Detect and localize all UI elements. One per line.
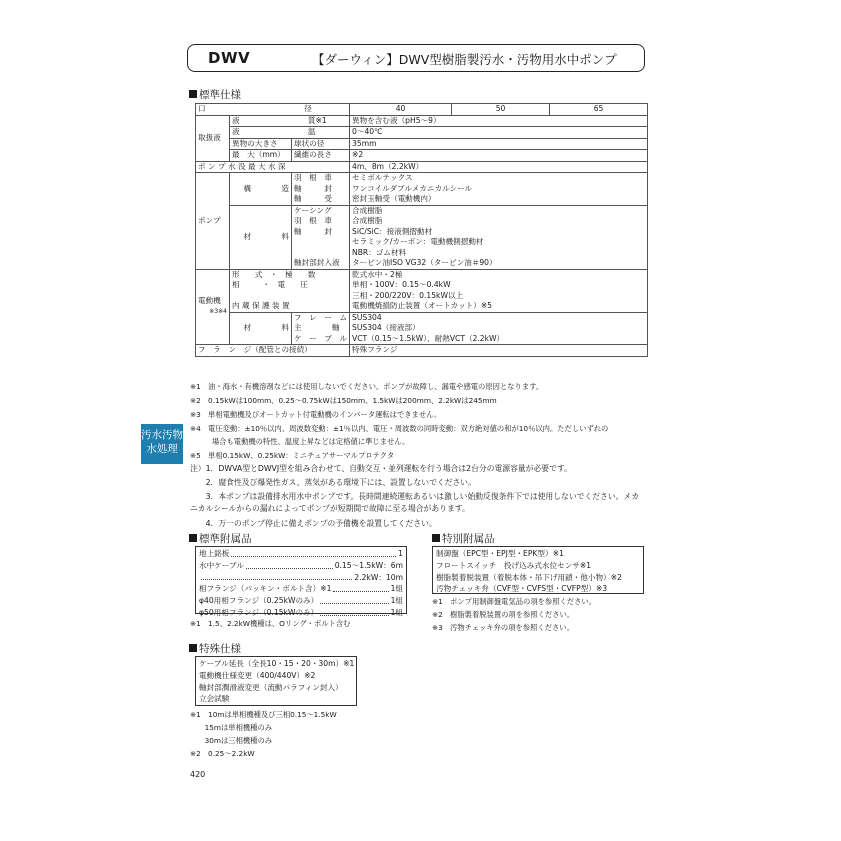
flange-label: フ ラ ン ジ（配管との接続） <box>196 345 350 357</box>
list-item: VCT（0.15～1.5kW）、耐熱VCT（2.2kW） <box>352 333 505 343</box>
sphere-label: 球状の径 <box>292 138 350 150</box>
list-item: 相フランジ（パッキン・ボルト含）※1 1組 <box>199 584 403 594</box>
list-item: 軸 封 <box>294 183 332 193</box>
square-bullet-icon <box>189 534 197 542</box>
motor-group-cell <box>196 269 230 345</box>
motor-material-label: 材 料 <box>230 312 292 345</box>
motor-values <box>350 269 648 312</box>
footnote: ※4 電圧変動：±10％以内、周波数変動：±1％以内、電圧・周波数の同時変動：双方絶対値の和が10％以内。ただしいずれの <box>190 424 609 433</box>
structure-keys <box>292 173 350 206</box>
material-values <box>350 205 648 269</box>
flange-value: 特殊フランジ <box>350 345 648 357</box>
list-item: 軸 受 <box>294 194 332 203</box>
section-heading-standard <box>189 87 241 102</box>
list-item: フ レ ー ム <box>294 312 348 322</box>
footnote: 場合も電動機の特性、温度上昇などは定格値に準じません。 <box>190 437 410 446</box>
std-accessory-box <box>195 546 407 617</box>
table-row <box>196 312 648 345</box>
list-item <box>294 237 347 248</box>
list-item <box>294 248 347 259</box>
list-item: 相 ・ 電 圧 <box>232 280 308 289</box>
list-item: 制御盤（EPC型・EPJ型・EPK型）※1 <box>436 549 564 558</box>
list-item: 軸封部潤滑液変更（流動パラフィン封入） <box>199 682 343 692</box>
page-title: 【ダーウィン】DWV型樹脂製汚水・汚物用水中ポンプ <box>312 52 617 67</box>
caution-note: 3．本ポンプは設備排水用水中ポンプです。長時間連続運転あるいは激しい始動反復条件下では使用しないでください。メカニカルシールからの漏れによってポンプが短期間で故障に至る場合があります。 <box>190 492 639 513</box>
square-bullet-icon <box>189 644 197 652</box>
table-row <box>196 115 648 127</box>
list-item: 軸封部封入液 <box>294 258 340 267</box>
section-label: 標準附属品 <box>199 533 252 545</box>
table-row <box>196 269 648 312</box>
caution-note: 4．万一のポンプ停止に備えポンプの予備機を設置してください。 <box>190 519 437 528</box>
footnote: 30mは三相機種のみ <box>190 736 273 745</box>
diameter-50: 50 <box>452 104 550 116</box>
square-bullet-icon <box>432 534 440 542</box>
motor-group-note: ※3※4 <box>209 307 227 315</box>
category-tag-line: 汚水汚物 <box>141 429 183 441</box>
motor-material-keys <box>292 312 350 345</box>
category-tag <box>141 424 183 464</box>
footnote: 15mは単相機種のみ <box>190 723 273 732</box>
square-bullet-icon <box>189 90 197 98</box>
list-item: ワンコイルダブルメカニカルシール <box>352 183 473 193</box>
diameter-label: 口 径 <box>196 104 350 116</box>
list-item: φ50用相フランジ（0.15kWのみ） 1組 <box>199 607 403 617</box>
section-heading-special <box>189 641 241 656</box>
list-item: 電動機仕様変更（400/440V）※2 <box>199 670 316 680</box>
section-heading-std-acc <box>189 531 252 546</box>
size-label: 異物の大きさ <box>230 138 292 150</box>
footnote: ※1 1.5、2.2kW機種は、Oリング・ボルト含む <box>190 619 351 628</box>
motor-keys <box>230 269 350 312</box>
table-row <box>196 345 648 357</box>
footnote: ※2 0.15kWは100mm、0.25～0.75kWは150mm、1.5kWは200mm、2.2kWは245mm <box>190 396 497 405</box>
depth-label: ポ ン プ 水 没 最 大 水 深 <box>196 161 350 173</box>
footnote: ※3 単相電動機及びオートカット付電動機のインバータ運転はできません。 <box>190 410 442 419</box>
list-item: 2.2kW：10m <box>199 572 403 584</box>
list-item: SUS304 <box>352 312 382 322</box>
footnote: ※1 10mは単相機種及び三相0.15～1.5kW <box>190 710 337 719</box>
list-item: ケーシング <box>294 205 332 215</box>
list-item: 汚物チェッキ弁（CVF型・CVFS型・CVFP型）※3 <box>436 584 608 594</box>
list-item: 地上銘板 1 <box>199 549 403 558</box>
structure-values <box>350 173 648 206</box>
list-item: 三相・200/220V：0.15kW以上 <box>352 290 464 300</box>
section-heading-special-acc <box>432 531 495 546</box>
list-item: 内 蔵 保 護 装 置 <box>232 301 290 310</box>
caution-note: 注）1．DWVA型とDWVJ型を組み合わせて、自動交互・並列運転を行う場合は2台分の電源容量が必要です。 <box>190 464 572 473</box>
table-row <box>196 138 648 150</box>
list-item: 立会試験 <box>199 694 230 704</box>
list-item: タービン油ISO VG32（タービン油＃90） <box>352 258 497 267</box>
list-item: 合成樹脂 <box>352 216 383 225</box>
motor-group-label: 電動機 <box>198 296 221 306</box>
list-item: SiC/SiC：接液側摺動材 <box>352 226 433 236</box>
list-item: 形 式 ・ 極 数 <box>232 269 316 279</box>
list-item: 密封玉軸受（電動機内） <box>352 194 436 203</box>
fiber-label: 繊維の長さ <box>292 150 350 162</box>
list-item: 羽 根 車 <box>294 173 332 182</box>
special-spec-box <box>195 656 357 706</box>
list-item: 合成樹脂 <box>352 205 383 215</box>
liquid-group-label: 取扱液 <box>196 115 230 161</box>
fiber-value: ※2 <box>350 150 648 162</box>
table-row <box>196 127 648 139</box>
material-keys <box>292 205 350 269</box>
list-item: セミボルテックス <box>352 173 413 182</box>
table-row <box>196 150 648 162</box>
list-item: 軸 封 <box>294 226 332 236</box>
section-label: 特殊仕様 <box>199 643 241 655</box>
footnote: ※1 油・海水・有機溶剤などには使用しないでください。ポンプが故障し、漏電や感電の原因となります。 <box>190 382 544 391</box>
spec-table <box>195 103 648 357</box>
list-item: 電動機焼損防止装置（オートカット）※5 <box>352 301 493 310</box>
list-item: SUS304（接液部） <box>352 323 420 332</box>
list-item <box>232 291 347 302</box>
material-label: 材 料 <box>230 205 292 269</box>
liquid-temp-label: 液 温 <box>230 127 350 139</box>
list-item: ケーブル延長（全長10・15・20・30m）※1 <box>199 659 355 668</box>
list-item: 水中ケーブル 0.15～1.5kW：6m <box>199 560 403 570</box>
liquid-temp-value: 0～40℃ <box>350 127 648 139</box>
table-row <box>196 173 648 206</box>
list-item: ケ ー ブ ル <box>294 333 348 343</box>
footnote: ※5 単相0.15kW、0.25kW：ミニチュアサーマルプロテクタ <box>190 451 395 460</box>
table-row <box>196 161 648 173</box>
list-item: フロートスイッチ 投げ込み式水位センサ※1 <box>436 560 592 570</box>
table-row <box>196 104 648 116</box>
liquid-quality-value: 異物を含む液（pH5～9） <box>350 115 648 127</box>
model-code: DWV <box>208 49 251 67</box>
section-label: 標準仕様 <box>199 89 241 101</box>
sphere-value: 35mm <box>350 138 648 150</box>
category-tag-line: 水処理 <box>146 443 178 455</box>
page-number: 420 <box>190 770 206 779</box>
list-item: 樹脂製着脱装置（着脱本体・吊下げ用鎖・他小物）※2 <box>436 572 622 582</box>
list-item: セラミック/カーボン：電動機側摺動材 <box>352 237 484 246</box>
list-item: φ40用相フランジ（0.25kWのみ） 1組 <box>199 596 403 606</box>
size-max-label: 最 大（mm） <box>230 150 292 162</box>
section-label: 特別附属品 <box>442 533 495 545</box>
footnote: ※2 0.25～2.2kW <box>190 749 255 758</box>
footnote: ※3 汚物チェッキ弁の項を参照ください。 <box>432 623 574 632</box>
depth-value: 4m、8m（2.2kW） <box>350 161 648 173</box>
list-item: 単相・100V：0.15～0.4kW <box>352 280 451 289</box>
pump-group-label: ポンプ <box>196 173 230 270</box>
diameter-65: 65 <box>550 104 648 116</box>
caution-note: 2．腐食性及び爆発性ガス、蒸気がある環境下には、設置しないでください。 <box>190 478 476 487</box>
liquid-quality-label: 液 質※1 <box>230 115 350 127</box>
special-accessory-box <box>432 546 644 594</box>
list-item: 乾式水中・2極 <box>352 269 403 279</box>
list-item: NBR：ゴム材料 <box>352 247 407 257</box>
footnote: ※1 ポンプ用制御盤電気品の項を参照ください。 <box>432 597 596 606</box>
list-item: 羽 根 車 <box>294 216 332 225</box>
list-item: 主 軸 <box>294 323 340 332</box>
table-row <box>196 205 648 269</box>
diameter-40: 40 <box>350 104 452 116</box>
motor-material-values <box>350 312 648 345</box>
structure-label: 構 造 <box>230 173 292 206</box>
footnote: ※2 樹脂製着脱装置の項を参照ください。 <box>432 610 575 619</box>
